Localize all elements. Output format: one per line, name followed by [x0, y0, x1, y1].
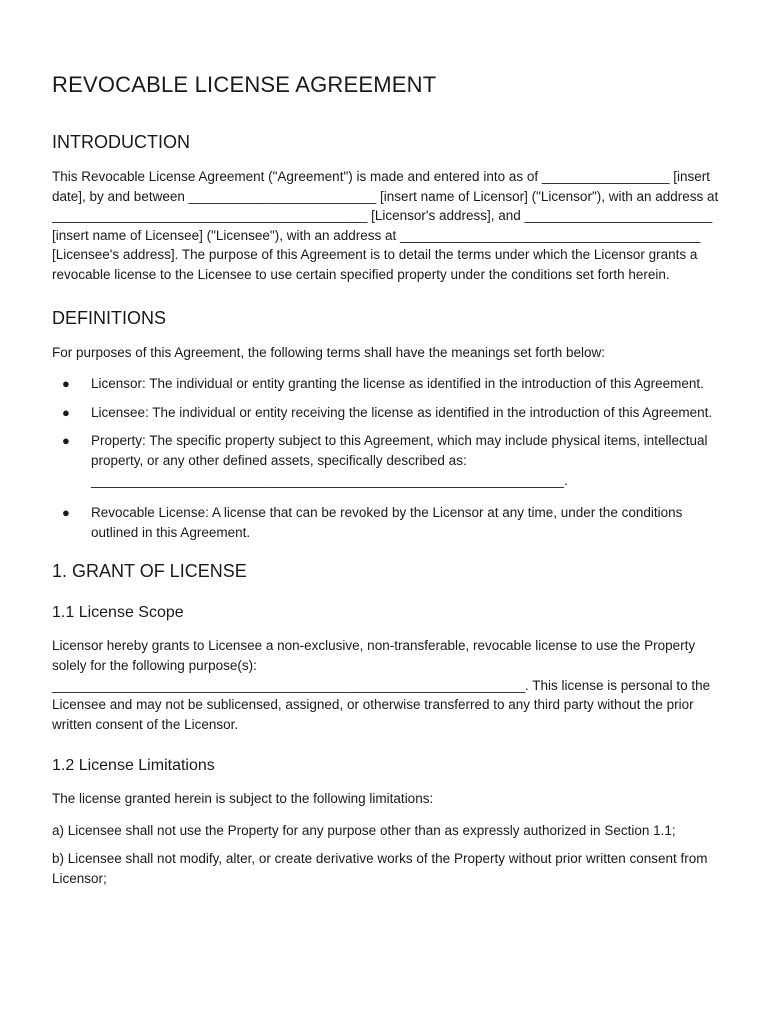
limitation-a: a) Licensee shall not use the Property for any purpose other than as expressly authorized in Section 1.1; [52, 822, 676, 838]
list-item [52, 374, 720, 394]
definition-property: Property: The specific property subject to this Agreement, which may include physical items, intellectual property, or any other defined assets, specifically described as: _______________________________________________________________. [91, 433, 708, 488]
grant-of-license-heading: 1. GRANT OF LICENSE [52, 561, 247, 582]
introduction-paragraph: This Revocable License Agreement ("Agreement") is made and entered into as of _________________ [insert date], by and between _________________________ [insert name of Licensor] ("Licensor"), with an address at __________________________________________ [Licensor's address], and _________________________ [insert name of Licensee] ("Licensee"), with an address at ________________________________________ [Licensee's address]. The purpose of this Agreement is to detail the terms under which the Licensor grants a revocable license to the Licensee to use certain specified property under the conditions set forth herein. [52, 169, 719, 282]
introduction-heading: INTRODUCTION [52, 132, 190, 152]
definitions-heading: DEFINITIONS [52, 307, 167, 328]
license-scope-heading: 1.1 License Scope [52, 604, 184, 622]
bullet-icon: ● [62, 505, 70, 521]
license-scope-paragraph: Licensor hereby grants to Licensee a non-exclusive, non-transferable, revocable license to use the Property solely for the following purpose(s): _______________________________________________________________. This license is personal to the Licensee and may not be sublicensed, assigned, or otherwise transferred to any third party without the prior written consent of the Licensor. [52, 638, 711, 732]
definition-licensee: Licensee: The individual or entity receiving the license as identified in the introduction of this Agreement. [91, 404, 713, 420]
definition-licensor: Licensor: The individual or entity granting the license as identified in the introduction of this Agreement. [91, 376, 704, 392]
limitation-b: b) Licensee shall not modify, alter, or create derivative works of the Property without prior written consent from Licensor; [52, 851, 708, 887]
definitions-list [52, 374, 720, 542]
document-title: REVOCABLE LICENSE AGREEMENT [52, 72, 437, 97]
bullet-icon: ● [62, 404, 70, 420]
license-limitations-intro: The license granted herein is subject to the following limitations: [52, 791, 434, 807]
list-item [52, 431, 720, 490]
license-limitations-heading: 1.2 License Limitations [52, 757, 215, 775]
document-body [52, 70, 720, 889]
list-item [52, 503, 720, 542]
bullet-icon: ● [62, 376, 70, 392]
definition-revocable-license: Revocable License: A license that can be revoked by the Licensor at any time, under the conditions outlined in this Agreement. [91, 505, 683, 540]
list-item [52, 403, 720, 423]
definitions-intro: For purposes of this Agreement, the following terms shall have the meanings set forth below: [52, 344, 606, 360]
bullet-icon: ● [62, 433, 70, 449]
